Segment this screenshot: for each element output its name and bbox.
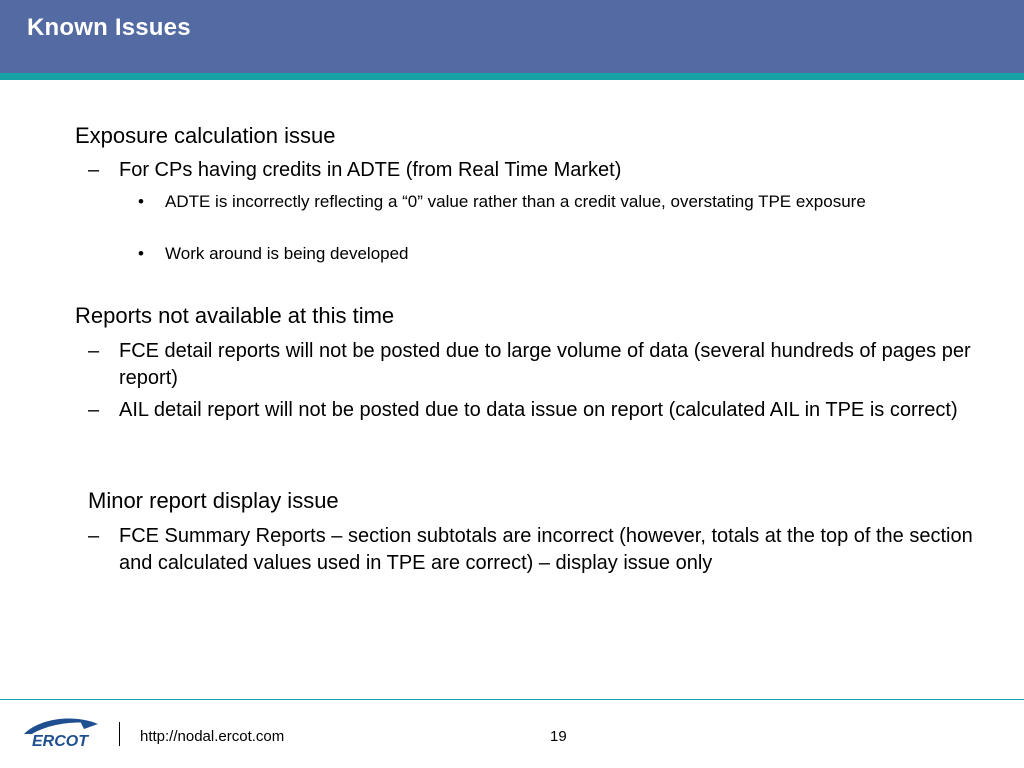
sub-item-text: FCE detail reports will not be posted due to large volume of data (several hundreds of pages per report) bbox=[119, 340, 971, 389]
section-heading-exposure: Exposure calculation issue bbox=[75, 123, 336, 148]
sub-item-text: AIL detail report will not be posted due to data issue on report (calculated AIL in TPE is correct) bbox=[119, 399, 958, 421]
footer-divider bbox=[0, 699, 1024, 700]
bullet-item bbox=[138, 190, 938, 213]
bullet-item-text: ADTE is incorrectly reflecting a “0” value rather than a credit value, overstating TPE exposure bbox=[165, 192, 866, 211]
section-heading-display: Minor report display issue bbox=[88, 488, 339, 513]
sub-item bbox=[88, 338, 978, 392]
footer-url: http://nodal.ercot.com bbox=[140, 728, 285, 745]
sub-item bbox=[88, 397, 978, 424]
dash-marker: – bbox=[88, 159, 100, 181]
sub-item bbox=[88, 157, 978, 184]
sub-item-text: For CPs having credits in ADTE (from Real Time Market) bbox=[119, 159, 622, 181]
bullet-item bbox=[138, 242, 938, 265]
footer-separator bbox=[119, 722, 120, 746]
section-heading-reports: Reports not available at this time bbox=[75, 303, 395, 328]
page-number: 19 bbox=[550, 728, 567, 745]
bullet-item-text: Work around is being developed bbox=[165, 244, 409, 263]
bullet-marker: • bbox=[138, 192, 144, 211]
bullet-marker: • bbox=[138, 244, 144, 263]
sub-item bbox=[88, 523, 978, 577]
title-bar-accent-stripe bbox=[0, 73, 1024, 80]
logo-wordmark: ERCOT bbox=[32, 733, 88, 750]
dash-marker: – bbox=[88, 399, 100, 421]
ercot-logo bbox=[18, 712, 102, 752]
dash-marker: – bbox=[88, 340, 100, 362]
dash-marker: – bbox=[88, 525, 100, 547]
slide-title: Known Issues bbox=[27, 14, 191, 41]
sub-item-text: FCE Summary Reports – section subtotals are incorrect (however, totals at the top of the section and calculated values used in TPE are correct) – display issue only bbox=[119, 525, 973, 574]
